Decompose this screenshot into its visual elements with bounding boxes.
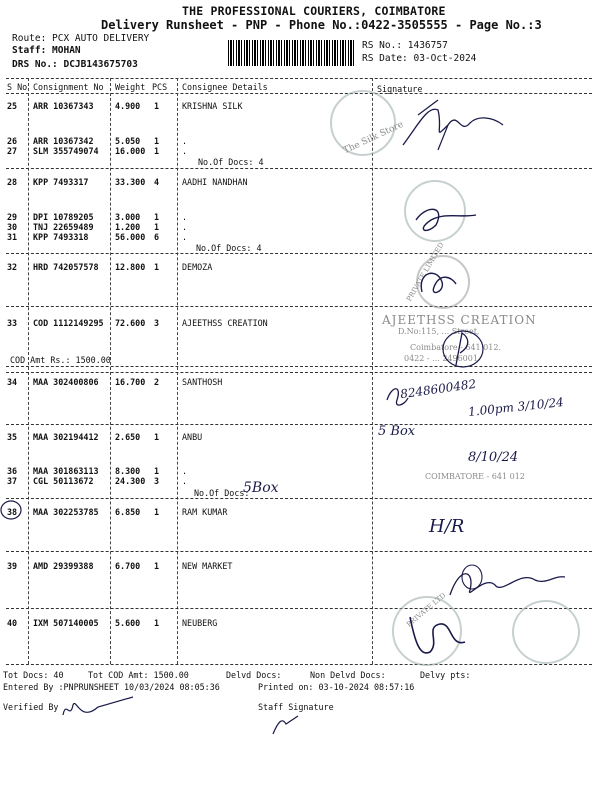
signature xyxy=(268,712,308,737)
drs-number: DRS No.: DCJB143675703 xyxy=(12,59,138,70)
row-consignee: . xyxy=(182,222,188,232)
row-consignment: ARR 10367342 xyxy=(33,136,94,146)
row-sno: 36 xyxy=(7,466,18,476)
row-weight: 16.700 xyxy=(115,377,146,387)
company-stamp xyxy=(512,600,580,664)
column-divider xyxy=(372,78,373,664)
row-consignment: AMD 29399388 xyxy=(33,561,94,571)
delivered-docs: Delvd Docs: xyxy=(226,670,282,680)
signature xyxy=(398,95,508,155)
row-consignee: KRISHNA SILK xyxy=(182,101,243,111)
row-sno: 35 xyxy=(7,432,18,442)
signature xyxy=(406,200,486,240)
docs-count: No.Of Docs: 4 xyxy=(198,157,264,167)
row-pcs: 1 xyxy=(154,432,160,442)
row-pcs: 3 xyxy=(154,318,160,328)
row-consignment: MAA 302400806 xyxy=(33,377,99,387)
divider xyxy=(6,366,592,367)
stamp-text: Coimbatore - 641 012. xyxy=(410,343,501,352)
cod-amount: COD Amt Rs.: 1500.00 xyxy=(10,355,111,365)
divider xyxy=(6,168,592,169)
company-name: THE PROFESSIONAL COURIERS, COIMBATORE xyxy=(182,4,446,18)
row-sno: 31 xyxy=(7,232,18,242)
row-weight: 6.850 xyxy=(115,507,141,517)
total-docs: Tot Docs: 40 xyxy=(3,670,64,680)
stamp-text: The Silk Store xyxy=(341,119,406,157)
row-sno: 37 xyxy=(7,476,18,486)
row-consignment: CGL 50113672 xyxy=(33,476,94,486)
row-pcs: 1 xyxy=(154,561,160,571)
row-pcs: 1 xyxy=(154,146,160,156)
stamp-text: D.No:115, ... Street, xyxy=(398,327,480,336)
divider xyxy=(6,253,592,254)
docs-count: No.Of Docs: 4 xyxy=(196,243,262,253)
divider xyxy=(6,306,592,307)
row-sno: 33 xyxy=(7,318,18,328)
handwritten-note: 5 Box xyxy=(378,424,416,439)
row-consignment: KPP 7493317 xyxy=(33,177,89,187)
row-sno: 38 xyxy=(7,507,18,517)
printed-on: Printed on: 03-10-2024 08:57:16 xyxy=(258,682,415,692)
row-sno: 25 xyxy=(7,101,18,111)
row-weight: 5.050 xyxy=(115,136,141,146)
column-divider xyxy=(28,78,29,664)
signature xyxy=(400,612,480,662)
col-consignee-header: Consignee Details xyxy=(182,82,268,92)
barcode xyxy=(228,40,356,66)
stamp-text: 0422 - ... 2496001 xyxy=(404,354,478,363)
row-weight: 5.600 xyxy=(115,618,141,628)
row-weight: 56.000 xyxy=(115,232,146,242)
row-consignee: . xyxy=(182,146,188,156)
handwritten-note: 5Box xyxy=(243,480,279,496)
row-sno: 27 xyxy=(7,146,18,156)
divider xyxy=(6,608,592,609)
row-consignee: AJEETHSS CREATION xyxy=(182,318,268,328)
signature xyxy=(440,555,570,605)
divider xyxy=(6,78,592,79)
row-consignee: SANTHOSH xyxy=(182,377,223,387)
row-pcs: 1 xyxy=(154,101,160,111)
delivery-points: Delvy pts: xyxy=(420,670,471,680)
row-consignment: IXM 507140005 xyxy=(33,618,99,628)
row-consignee: . xyxy=(182,212,188,222)
column-divider xyxy=(110,78,111,664)
col-sno-header: S No xyxy=(7,82,28,92)
row-pcs: 1 xyxy=(154,222,160,232)
row-pcs: 1 xyxy=(154,136,160,146)
verified-by-label: Verified By xyxy=(3,702,59,712)
stamp-text: AJEETHSS CREATION xyxy=(382,313,537,327)
row-weight: 24.300 xyxy=(115,476,146,486)
row-weight: 12.800 xyxy=(115,262,146,272)
handwritten-note: 1.00pm 3/10/24 xyxy=(467,395,565,419)
entered-by: Entered By :PNPRUNSHEET 10/03/2024 08:05:36 xyxy=(3,682,220,692)
row-sno: 26 xyxy=(7,136,18,146)
row-sno: 40 xyxy=(7,618,18,628)
row-consignee: . xyxy=(182,466,188,476)
column-divider xyxy=(177,78,178,664)
total-cod: Tot COD Amt: 1500.00 xyxy=(88,670,189,680)
signature xyxy=(58,695,138,725)
row-weight: 3.000 xyxy=(115,212,141,222)
rs-number: RS No.: 1436757 xyxy=(362,40,448,51)
row-consignment: TNJ 22659489 xyxy=(33,222,94,232)
row-pcs: 1 xyxy=(154,507,160,517)
row-weight: 1.200 xyxy=(115,222,141,232)
col-signature-header: Signature xyxy=(377,84,423,94)
row-weight: 6.700 xyxy=(115,561,141,571)
col-pcs-header: PCS xyxy=(152,82,168,92)
stamp-text: COIMBATORE - 641 012 xyxy=(425,472,525,481)
row-sno: 34 xyxy=(7,377,18,387)
row-consignee: RAM KUMAR xyxy=(182,507,228,517)
divider xyxy=(6,664,592,665)
docs-count: No.Of Docs: xyxy=(194,488,250,498)
row-sno: 32 xyxy=(7,262,18,272)
row-consignee: ANBU xyxy=(182,432,203,442)
row-pcs: 1 xyxy=(154,618,160,628)
row-weight: 8.300 xyxy=(115,466,141,476)
row-consignment: HRD 742057578 xyxy=(33,262,99,272)
rs-date: RS Date: 03-Oct-2024 xyxy=(362,53,477,64)
row-consignee: AADHI NANDHAN xyxy=(182,177,248,187)
handwritten-note: H/R xyxy=(429,516,465,537)
divider xyxy=(6,551,592,552)
page-title: Delivery Runsheet - PNP - Phone No.:0422-3505555 - Page No.:3 xyxy=(101,18,542,32)
row-pcs: 1 xyxy=(154,262,160,272)
row-consignment: SLM 355749074 xyxy=(33,146,99,156)
row-pcs: 3 xyxy=(154,476,160,486)
row-consignee: . xyxy=(182,136,188,146)
row-pcs: 1 xyxy=(154,466,160,476)
row-consignee: NEW MARKET xyxy=(182,561,233,571)
handwritten-note: 8248600482 xyxy=(399,376,477,402)
signature xyxy=(438,325,488,373)
row-weight: 72.600 xyxy=(115,318,146,328)
divider xyxy=(6,424,592,425)
row-weight: 2.650 xyxy=(115,432,141,442)
staff-label: Staff: MOHAN xyxy=(12,45,81,56)
staff-signature-label: Staff Signature xyxy=(258,702,334,712)
circle-mark xyxy=(0,500,24,520)
route-label: Route: PCX AUTO DELIVERY xyxy=(12,33,150,44)
divider xyxy=(6,93,592,94)
signature xyxy=(382,380,412,410)
row-pcs: 1 xyxy=(154,212,160,222)
non-delivered-docs: Non Delvd Docs: xyxy=(310,670,386,680)
col-weight-header: Weight xyxy=(115,82,146,92)
row-sno: 29 xyxy=(7,212,18,222)
signature xyxy=(412,262,462,302)
row-weight: 4.900 xyxy=(115,101,141,111)
row-consignee: . xyxy=(182,476,188,486)
row-sno: 28 xyxy=(7,177,18,187)
stamp-text: PRIVATE LTD xyxy=(405,591,448,629)
row-consignment: ARR 10367343 xyxy=(33,101,94,111)
handwritten-note: 8/10/24 xyxy=(468,450,519,465)
row-pcs: 4 xyxy=(154,177,160,187)
row-weight: 33.300 xyxy=(115,177,146,187)
row-consignment: KPP 7493318 xyxy=(33,232,89,242)
row-consignment: DPI 10789205 xyxy=(33,212,94,222)
row-consignment: MAA 302253785 xyxy=(33,507,99,517)
divider xyxy=(6,372,592,373)
row-consignment: COD 1112149295 xyxy=(33,318,104,328)
row-consignee: . xyxy=(182,232,188,242)
row-weight: 16.000 xyxy=(115,146,146,156)
row-pcs: 6 xyxy=(154,232,160,242)
stamp-text: PRIVATE LIMITED xyxy=(405,241,446,303)
row-consignment: MAA 301863113 xyxy=(33,466,99,476)
row-consignee: DEMOZA xyxy=(182,262,213,272)
row-consignee: NEUBERG xyxy=(182,618,218,628)
row-sno: 39 xyxy=(7,561,18,571)
col-consignment-header: Consignment No xyxy=(33,82,104,92)
row-consignment: MAA 302194412 xyxy=(33,432,99,442)
row-sno: 30 xyxy=(7,222,18,232)
row-pcs: 2 xyxy=(154,377,160,387)
divider xyxy=(6,498,592,499)
